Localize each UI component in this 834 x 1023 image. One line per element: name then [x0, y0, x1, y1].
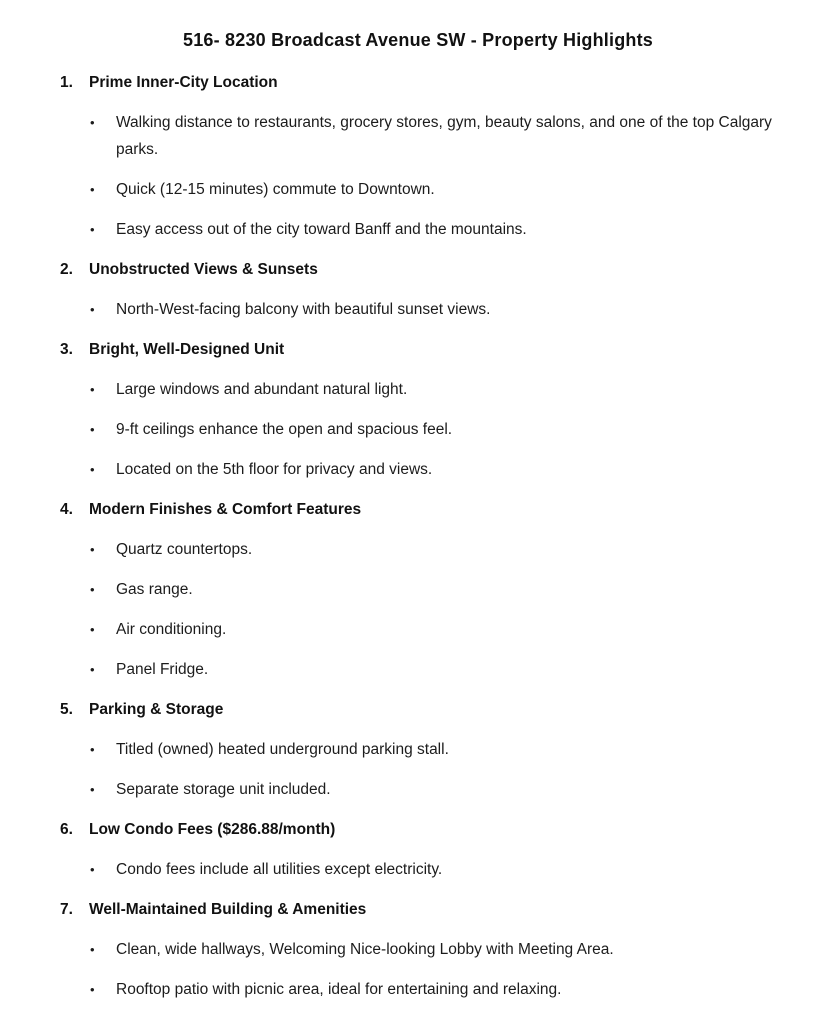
bullet-icon: • — [90, 382, 95, 397]
bullet-text: 9-ft ceilings enhance the open and spacious feel. — [116, 421, 453, 438]
bullet-icon: • — [90, 422, 95, 437]
bullet-item — [60, 296, 776, 323]
bullet-item — [60, 776, 776, 803]
section-heading — [60, 336, 776, 363]
section-heading-label: Well-Maintained Building & Amenities — [89, 901, 367, 918]
bullet-text: Titled (owned) heated underground parking stall. — [116, 741, 449, 758]
section — [60, 256, 776, 323]
bullet-item — [60, 856, 776, 883]
bullet-icon: • — [90, 862, 95, 877]
section-number: 2. — [60, 261, 73, 278]
section — [60, 69, 776, 243]
section-bullets — [60, 536, 776, 683]
section-heading-label: Unobstructed Views & Sunsets — [89, 261, 318, 278]
section-number: 7. — [60, 901, 73, 918]
bullet-icon: • — [90, 302, 95, 317]
section-heading — [60, 896, 776, 923]
bullet-item — [60, 616, 776, 643]
section — [60, 896, 776, 1003]
section-heading-label: Prime Inner-City Location — [89, 74, 278, 91]
bullet-item — [60, 976, 776, 1003]
bullet-text: North-West-facing balcony with beautiful sunset views. — [116, 301, 491, 318]
section — [60, 336, 776, 483]
bullet-item — [60, 376, 776, 403]
bullet-item — [60, 536, 776, 563]
section-heading-label: Bright, Well-Designed Unit — [89, 341, 285, 358]
bullet-text: Rooftop patio with picnic area, ideal for entertaining and relaxing. — [116, 981, 562, 998]
section-heading — [60, 69, 776, 96]
bullet-icon: • — [90, 542, 95, 557]
bullet-text: Air conditioning. — [116, 621, 227, 638]
section-bullets — [60, 109, 776, 243]
highlights-list — [60, 69, 776, 1003]
bullet-item — [60, 176, 776, 203]
section-number: 4. — [60, 501, 73, 518]
bullet-icon: • — [90, 462, 95, 477]
bullet-icon: • — [90, 222, 95, 237]
section-number: 3. — [60, 341, 73, 358]
section-number: 5. — [60, 701, 73, 718]
bullet-text: Quick (12-15 minutes) commute to Downtown. — [116, 181, 435, 198]
section-heading — [60, 496, 776, 523]
section — [60, 496, 776, 683]
bullet-item — [60, 456, 776, 483]
bullet-text: Walking distance to restaurants, grocery stores, gym, beauty salons, and one of the top Calgary parks. — [116, 114, 772, 158]
section-number: 6. — [60, 821, 73, 838]
bullet-item — [60, 216, 776, 243]
bullet-icon: • — [90, 742, 95, 757]
bullet-icon: • — [90, 582, 95, 597]
bullet-icon: • — [90, 662, 95, 677]
bullet-text: Gas range. — [116, 581, 193, 598]
section-bullets — [60, 936, 776, 1003]
bullet-item — [60, 416, 776, 443]
section-bullets — [60, 376, 776, 483]
bullet-icon: • — [90, 115, 95, 130]
bullet-icon: • — [90, 622, 95, 637]
section — [60, 696, 776, 803]
section-bullets — [60, 856, 776, 883]
document-title: 516- 8230 Broadcast Avenue SW - Property Highlights — [183, 30, 653, 50]
section-number: 1. — [60, 74, 73, 91]
bullet-text: Quartz countertops. — [116, 541, 253, 558]
section-bullets — [60, 736, 776, 803]
bullet-item — [60, 936, 776, 963]
bullet-text: Panel Fridge. — [116, 661, 209, 678]
bullet-icon: • — [90, 782, 95, 797]
bullet-item — [60, 656, 776, 683]
bullet-text: Clean, wide hallways, Welcoming Nice-looking Lobby with Meeting Area. — [116, 941, 614, 958]
section — [60, 816, 776, 883]
bullet-icon: • — [90, 982, 95, 997]
section-heading — [60, 696, 776, 723]
bullet-text: Separate storage unit included. — [116, 781, 331, 798]
bullet-text: Located on the 5th floor for privacy and views. — [116, 461, 433, 478]
section-heading-label: Modern Finishes & Comfort Features — [89, 501, 362, 518]
bullet-item — [60, 736, 776, 763]
bullet-icon: • — [90, 182, 95, 197]
section-heading — [60, 256, 776, 283]
bullet-text: Large windows and abundant natural light. — [116, 381, 408, 398]
section-heading — [60, 816, 776, 843]
bullet-icon: • — [90, 942, 95, 957]
bullet-item — [60, 109, 776, 163]
section-heading-label: Parking & Storage — [89, 701, 224, 718]
bullet-text: Condo fees include all utilities except electricity. — [116, 861, 443, 878]
bullet-text: Easy access out of the city toward Banff and the mountains. — [116, 221, 527, 238]
section-bullets — [60, 296, 776, 323]
section-heading-label: Low Condo Fees ($286.88/month) — [89, 821, 336, 838]
bullet-item — [60, 576, 776, 603]
